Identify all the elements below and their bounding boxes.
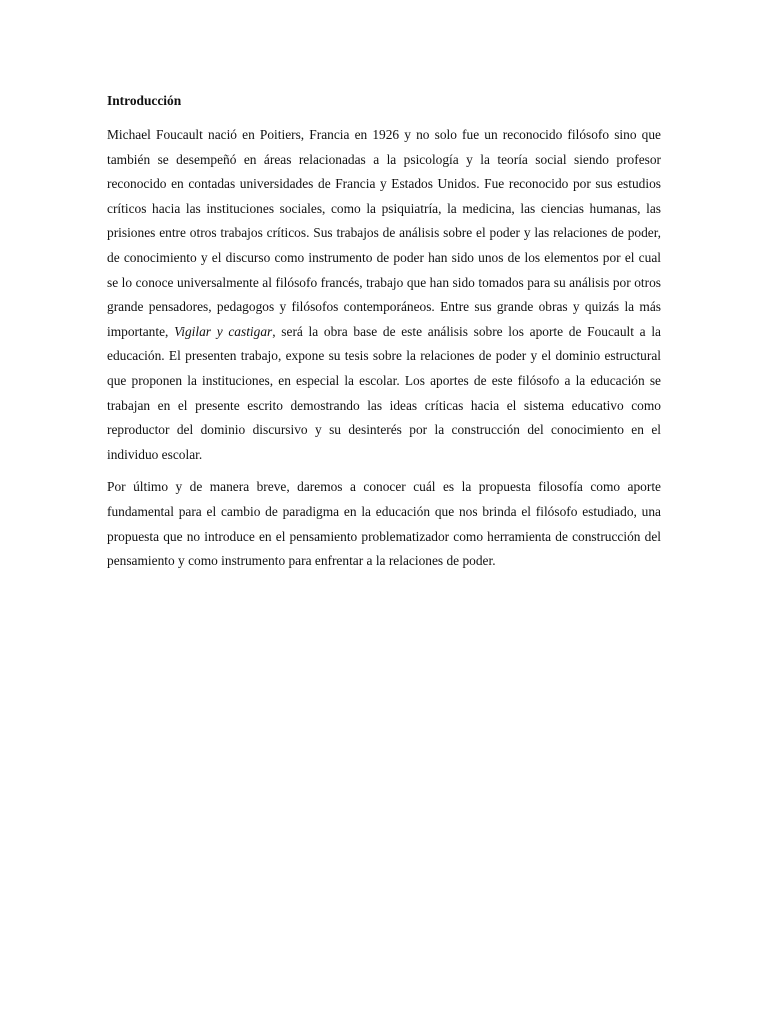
section-heading: Introducción <box>107 93 182 108</box>
document-body <box>107 92 661 582</box>
paragraph-1 <box>107 123 661 467</box>
paragraph-2: Por último y de manera breve, daremos a conocer cuál es la propuesta filosofía como aporte fundamental para el cambio de paradigma en la educación que nos brinda el filósofo estudiado, una propuesta que no introduce en el pensamiento problematizador como herramienta de construcción del pensamiento y como instrumento para enfrentar a la relaciones de poder. <box>107 479 661 569</box>
paragraph-1-text-start: Michael Foucault nació en Poitiers, Francia en 1926 y no solo fue un reconocido filósofo sino que también se desempeñó en áreas relacionadas a la psicología y la teoría social siendo profesor reconocido en contadas universidades de Francia y Estados Unidos. Fue reconocido por sus estudios críticos hacia las instituciones sociales, como la psiquiatría, la medicina, las ciencias humanas, las prisiones entre otros trabajos críticos. Sus trabajos de análisis sobre el poder y las relaciones de poder, de conocimiento y el discurso como instrumento de poder han sido unos de los elementos por el cual se lo conoce universalmente al filósofo francés, trabajo que han sido tomados para su análisis por otros grande pensadores, pedagogos y filósofos contemporáneos. Entre sus grande obras y quizás la más importante, <box>107 127 661 339</box>
book-title: Vigilar y castigar <box>174 323 273 339</box>
paragraph-1-text-end: , será la obra base de este análisis sobre los aporte de Foucault a la educación. El presenten trabajo, expone su tesis sobre la relaciones de poder y el dominio estructural que proponen la instituciones, en especial la escolar. Los aportes de este filósofo a la educación se trabajan en el presente escrito demostrando las ideas críticas hacia el sistema educativo como reproductor del dominio discursivo y su desinterés por la construcción del conocimiento en el individuo escolar. <box>107 323 661 462</box>
